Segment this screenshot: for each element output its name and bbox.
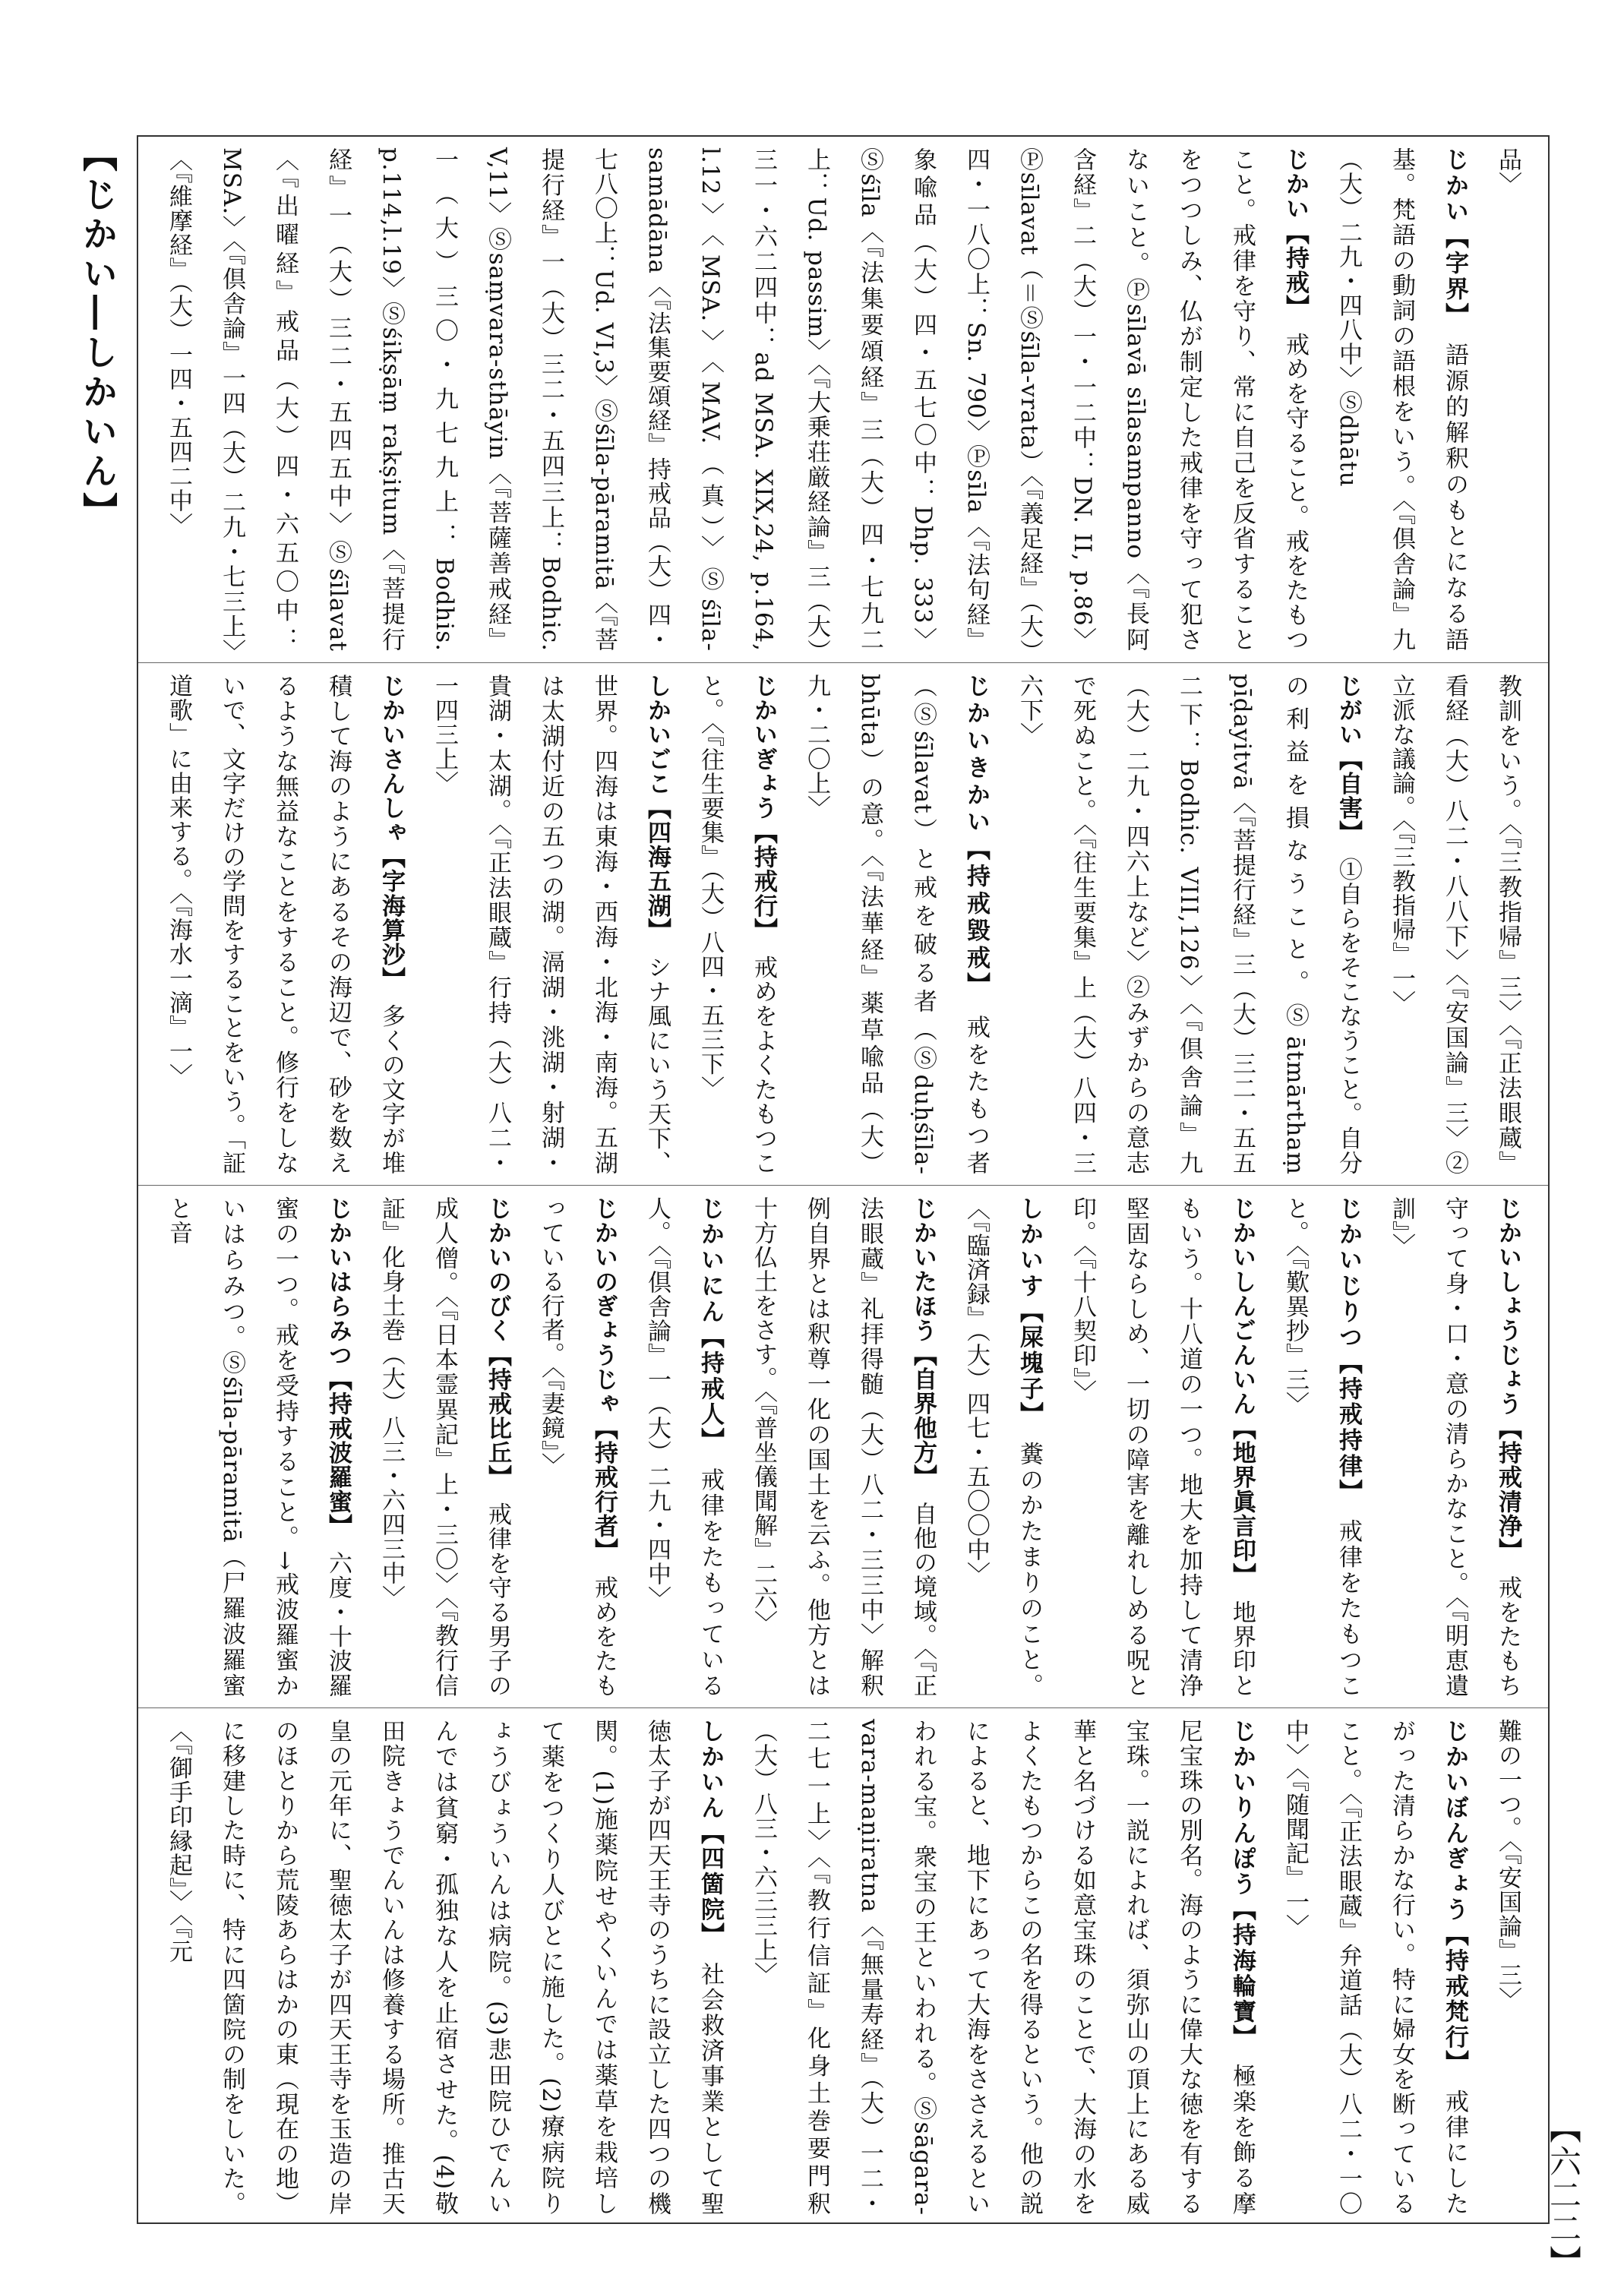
running-head: 【じかい―しかいん】 — [77, 137, 118, 532]
dictionary-entry — [152, 1719, 737, 2216]
dictionary-entry — [630, 1196, 737, 1698]
tier-column — [138, 137, 1548, 662]
dictionary-entry — [1375, 1196, 1534, 1698]
dictionary-entry — [524, 1196, 630, 1698]
entry-text: 糞のかたまりのこと。〈『臨済録』（大）四七・五〇〇中〉 — [962, 1196, 1043, 1698]
entry-headword: じかいぼんぎょう【持戒梵行】 — [1441, 1719, 1468, 2090]
dictionary-entry — [1269, 1719, 1481, 2216]
entry-text: 語源的解釈のもとになる語基。梵語の動詞の語根をいう。〈『倶舎論』九（大）二九・四八中〉Ⓢdhātu — [1335, 147, 1468, 652]
entry-headword: じかいしょうじょう【持戒清浄】 — [1494, 1196, 1521, 1576]
entry-headword: じかいはらみつ【持戒波羅蜜】 — [324, 1196, 352, 1552]
tier-2 — [138, 662, 1548, 1186]
dictionary-entry — [365, 1196, 524, 1698]
dictionary-entry — [1269, 1196, 1375, 1698]
page-number: 【六二二】 — [1545, 2112, 1582, 2279]
entry-text: 戒めをたもっている行者。〈『妻鏡』〉 — [537, 1196, 618, 1698]
entry-headword: しかいす【屎塊子】 — [1016, 1196, 1043, 1442]
tier-column — [138, 663, 1548, 1186]
dictionary-entry — [152, 1196, 365, 1698]
tier-4 — [138, 1707, 1548, 2226]
entry-text: 多くの文字が堆積して海のようにあるその海辺で、砂を数えるような無益なことをすること。修行をしないで、文字だけの学問をすることをいう。「証道歌」に由来する。〈『海水一滴』一〉 — [165, 674, 405, 1176]
entry-headword: じかいさんしゃ【字海算沙】 — [378, 674, 405, 1004]
entry-text: 難の一つ。〈『安国論』三〉 — [1494, 1719, 1521, 2011]
entry-text: 戒めをよくたもつこと。〈『往生要集』（大）八四・五三下〉 — [697, 674, 777, 1176]
tier-column — [138, 1708, 1548, 2226]
tier-3 — [138, 1185, 1548, 1708]
entry-text — [1547, 1196, 1548, 1698]
entry-text: 地界印ともいう。十八道の一つ。地大を加持して清浄堅固ならしめ、一切の障害を離れしめる呪と印。〈『十八契印』〉 — [1069, 1196, 1256, 1698]
entry-text: 戒をたもち守って身・口・意の清らかなこと。〈『明恵遺訓』〉 — [1388, 1196, 1521, 1698]
dictionary-entry — [1003, 674, 1375, 1175]
dictionary-entry — [949, 1196, 1056, 1698]
tier-1 — [138, 137, 1548, 662]
entry-headword: じかいりんぽう【持海輪寶】 — [1228, 1719, 1256, 2064]
dictionary-entry — [1481, 147, 1548, 652]
page-frame — [137, 135, 1550, 2224]
tier-column — [138, 1186, 1548, 1708]
dictionary-entry — [790, 674, 1003, 1175]
entry-text: 極楽を飾る摩尼宝珠の別名。海のように偉大な徳を有する宝珠。一説によれば、須弥山の頂上にある威華と名づける如意宝珠のことで、大海の水をよくたもつからこの名を得るという。他の説によると、地下にあって大海をささえるといわれる宝。衆宝の王といわれる。Ⓢsāgara-vara-maṇiratna〈『無量寿経』（大）一二・二七一上〉〈『教行信証』化身土巻要門釈（大）八三・六三三上〉 — [750, 1719, 1256, 2216]
dictionary-entry — [1056, 1196, 1269, 1698]
entry-text: 戒律にしたがった清らかな行い。特に婦女を断っていること。〈『正法眼蔵』弁道話（大）八二・一〇中〉〈『随聞記』一〉 — [1281, 1719, 1468, 2216]
entry-text: 戒律を守る男子の成人僧。〈『日本霊異記』上・三〇〉〈『教行信証』化身土巻（大）八三・六四三中〉 — [378, 1196, 511, 1698]
dictionary-entry — [1375, 674, 1548, 1175]
entry-text: ①自らをそこなうこと。自分の利益を損なうこと。Ⓢātmārthaṃ pīḍayitvā〈『菩提行経』三（大）三二・五五二下：Bodhic. VIII,126〉〈『倶舎論』九（大）二九・四六上など〉②みずからの意志で死ぬこと。〈『往生要集』上（大）八四・三六下〉 — [1016, 674, 1362, 1176]
entry-text: 六度・十波羅蜜の一つ。戒を受持すること。→戒波羅蜜かいはらみつ。Ⓢśīla-pāramitā（尸羅波羅蜜と音 — [165, 1196, 352, 1698]
entry-headword: しかいん【四箇院】 — [697, 1719, 724, 1963]
dictionary-entry — [1481, 1719, 1548, 2216]
entry-headword: じかいのぎょうじゃ【持戒行者】 — [590, 1196, 618, 1576]
entry-headword: しかいごこ【四海五湖】 — [643, 674, 671, 956]
dictionary-entry — [152, 147, 1322, 652]
entry-headword: じかいぎょう【持戒行】 — [750, 674, 777, 956]
dictionary-entry — [1322, 147, 1481, 652]
entry-headword: じかいきかい【持戒毀戒】 — [962, 674, 990, 1016]
entry-headword: じかい【持戒】 — [1281, 147, 1309, 333]
entry-text: 教訓をいう。〈『三教指帰』三〉〈『正法眼蔵』看経（大）八二・八八下〉〈『安国論』三〉②立派な議論。〈『三教指帰』一〉 — [1388, 674, 1521, 1175]
dictionary-entry — [418, 674, 684, 1175]
entry-headword: じかいたほう【自界他方】 — [909, 1196, 937, 1502]
entry-text: 戒めを守ること。戒をたもつこと。戒律を守り、常に自己を反省することをつつしみ、仏が制定した戒律を守って犯さないこと。Ⓟsīlavā sīlasampanno〈『長阿含経』二（大）一・一二中：DN. II, p.86〉Ⓟsīlavat（＝Ⓢśīla-vrata）〈『義足経』（大）四・一八〇上：Sn. 790〉Ⓟsīla〈『法句経』象喩品（大）四・五七〇中：Dhp. 333〉Ⓢśīla〈『法集要頌経』三（大）四・七九二上：Ud. passim〉〈『大乗荘厳経論』三（大）三一・六二四中：ad MSA. XIX,24, p.164, l.12〉〈MSA.〉〈MAV.（真）〉Ⓢśīla-samādāna〈『法集要頌経』持戒品（大）四・七八〇上：Ud. VI,3〉Ⓢśīla-pāramitā〈『菩提行経』一（大）三二・五四三上：Bodhic. V,11〉Ⓢsaṃvara-sthāyin〈『菩薩善戒経』一（大）三〇・九七九上：Bodhis. p.114,l.19〉Ⓢśikṣāṃ rakṣitum〈『菩提行経』一（大）三二・五四五中〉Ⓢśīlavat〈『出曜経』戒品（大）四・六五〇中：MSA.〉〈『倶舎論』一四（大）二九・七三上〉〈『維摩経』（大）一四・五四二中〉 — [165, 147, 1309, 652]
entry-text: 戒をたもつ者（Ⓢśīlavat）と戒を破る者（Ⓢduḥśīla-bhūta）の意。〈『法華経』薬草喩品（大）九・二〇上〉 — [803, 674, 990, 1175]
entry-text: 品〉 — [1494, 147, 1521, 196]
entry-text: 社会救済事業として聖徳太子が四天王寺のうちに設立した四つの機関。(1)施薬院せやくいんでは薬草を栽培して薬をつくり人びとに施した。(2)療病院りょうびょういんは病院。(3)悲田院ひでんいんでは貧窮・孤独な人を止宿させた。(4)敬田院きょうでんいんは修養する場所。推古天皇の元年に、聖徳太子が四天王寺を玉造の岸のほとりから荒陵あらはかの東（現在の地）に移建した時に、特に四箇院の制をしいた。〈『御手印縁起』〉〈『元 — [165, 1719, 724, 2216]
entry-text: 戒律をたもっている人。〈『倶舎論』一（大）二九・四中〉 — [643, 1196, 724, 1698]
entry-text: シナ風にいう天下、世界。四海は東海・西海・北海・南海。五湖は太湖付近の五つの湖。滆湖・洮湖・射湖・貴湖・太湖。〈『正法眼蔵』行持（大）八二・一四三上〉 — [431, 674, 671, 1176]
entry-headword: じかい【字界】 — [1441, 147, 1468, 343]
entry-headword: じかいのびく【持戒比丘】 — [484, 1196, 511, 1502]
entry-headword: じかいじりつ【持戒持律】 — [1335, 1196, 1362, 1519]
dictionary-entry — [152, 674, 418, 1175]
entry-text: 自他の境域。〈『正法眼蔵』礼拝得髄（大）八二・三三中〉解釈例自界とは釈尊一化の国土を云ふ。他方とは十方仏土をさす。〈『普坐儀聞解』二六〉 — [750, 1196, 937, 1698]
dictionary-entry — [737, 1196, 949, 1698]
dictionary-entry — [737, 1719, 1269, 2216]
entry-headword: じかいしんごんいん【地界眞言印】 — [1228, 1196, 1256, 1600]
entry-text: 戒律をたもつこと。〈『歎異抄』三〉 — [1281, 1196, 1362, 1698]
dictionary-entry — [684, 674, 790, 1175]
entry-headword: じかいにん【持戒人】 — [697, 1196, 724, 1468]
entry-headword: じがい【自害】 — [1335, 674, 1362, 858]
dictionary-entry — [1534, 1196, 1548, 1698]
